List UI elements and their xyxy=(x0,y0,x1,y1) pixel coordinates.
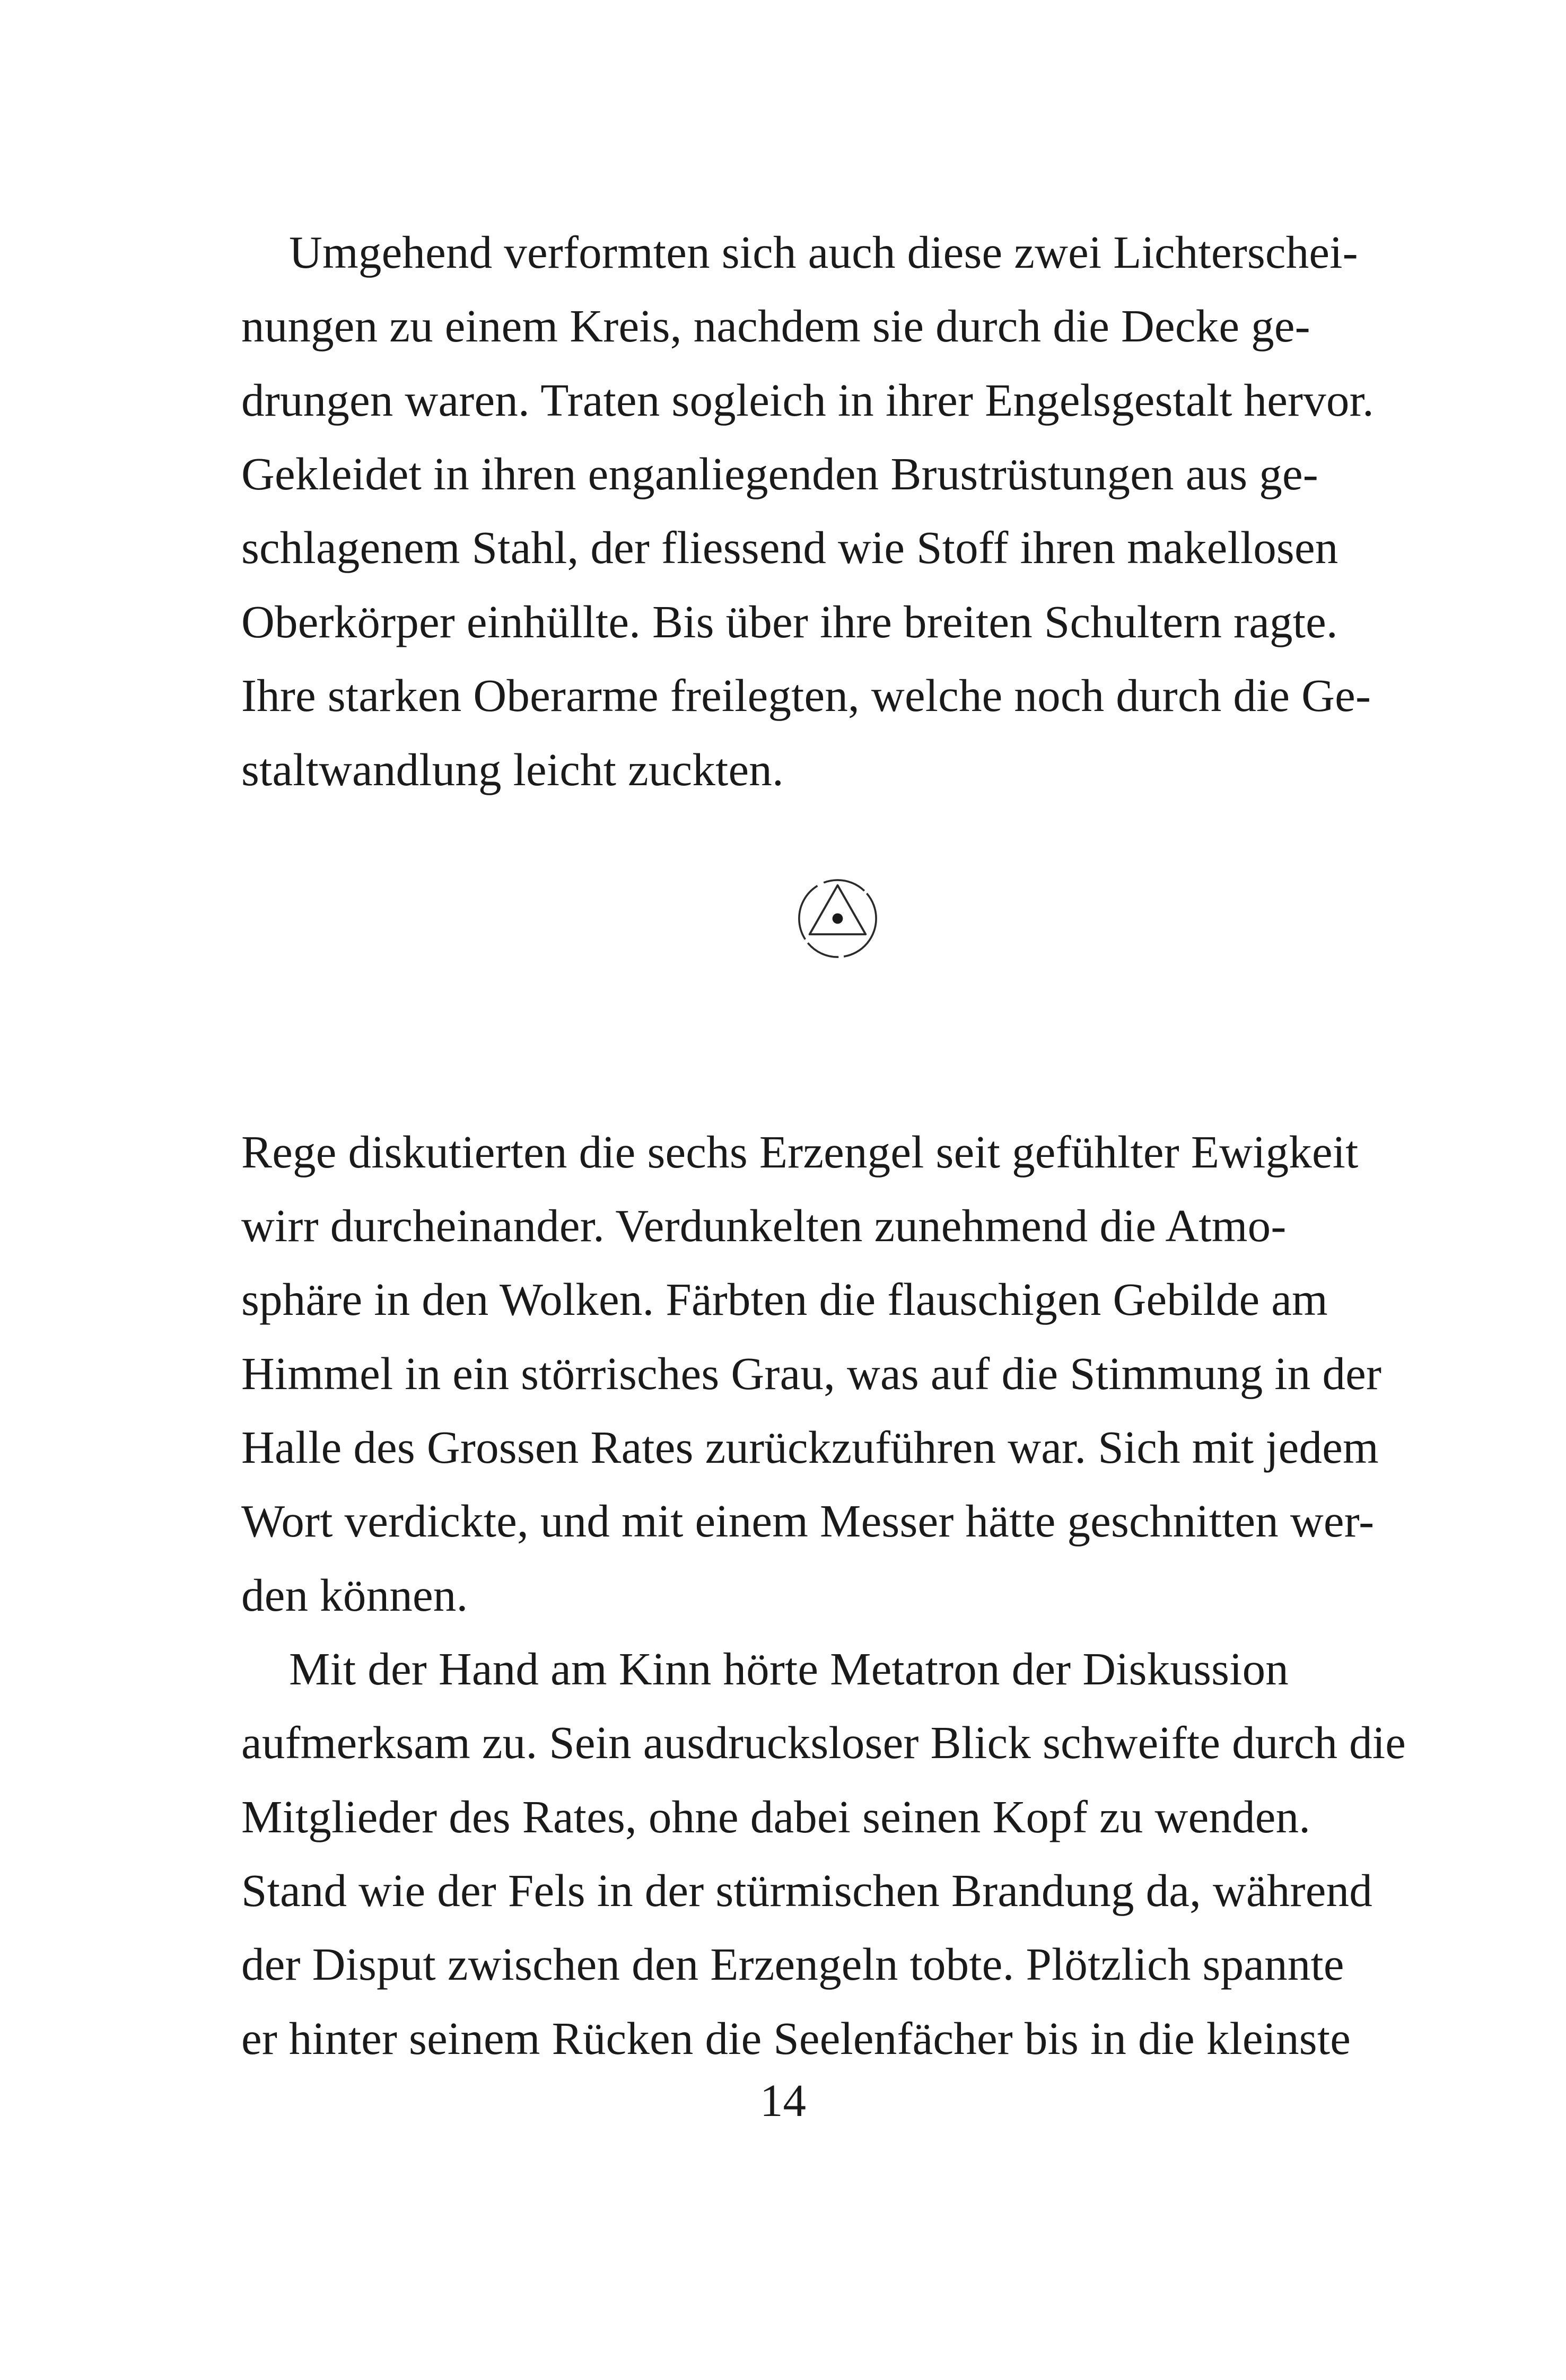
text-line: drungen waren. Traten sogleich in ihrer Engelsgestalt hervor. xyxy=(241,374,1374,426)
text-line: Oberkörper einhüllte. Bis über ihre breiten Schultern ragte. xyxy=(241,596,1338,647)
text-line: Himmel in ein störrisches Grau, was auf die Stimmung in der xyxy=(241,1348,1382,1399)
text-line: Rege diskutierten die sechs Erzengel seit gefühlter Ewigkeit xyxy=(241,1126,1359,1178)
text-line: Mit der Hand am Kinn hörte Metatron der Diskussion xyxy=(289,1643,1289,1694)
text-line: Ihre starken Oberarme freilegten, welche noch durch die Ge- xyxy=(241,670,1371,721)
text-line: aufmerksam zu. Sein ausdrucksloser Blick schweifte durch die xyxy=(241,1717,1406,1768)
text-line: Wort verdickte, und mit einem Messer hätte geschnitten wer- xyxy=(241,1495,1375,1547)
text-line: staltwandlung leicht zuckten. xyxy=(241,744,784,795)
text-line: wirr durcheinander. Verdunkelten zunehmend die Atmo- xyxy=(241,1200,1287,1251)
triangle-eye-circle-icon xyxy=(794,875,881,962)
page-number: 14 xyxy=(760,2075,806,2126)
text-line: schlagenem Stahl, der fliessend wie Stoff ihren makellosen xyxy=(241,522,1338,573)
text-line: nungen zu einem Kreis, nachdem sie durch die Decke ge- xyxy=(241,300,1310,352)
text-line: Halle des Grossen Rates zurückzuführen war. Sich mit jedem xyxy=(241,1421,1379,1473)
text-line: Mitglieder des Rates, ohne dabei seinen Kopf zu wenden. xyxy=(241,1791,1311,1842)
text-line: Umgehend verformten sich auch diese zwei Lichterschei- xyxy=(289,226,1358,278)
text-line: Gekleidet in ihren enganliegenden Brustrüstungen aus ge- xyxy=(241,448,1318,499)
text-line: der Disput zwischen den Erzengeln tobte. Plötzlich spannte xyxy=(241,1938,1344,1990)
text-line: er hinter seinem Rücken die Seelenfächer bis in die kleinste xyxy=(241,2013,1351,2064)
text-line: Stand wie der Fels in der stürmischen Brandung da, während xyxy=(241,1865,1372,1916)
text-line: sphäre in den Wolken. Färbten die flauschigen Gebilde am xyxy=(241,1274,1328,1325)
text-line: den können. xyxy=(241,1569,468,1621)
